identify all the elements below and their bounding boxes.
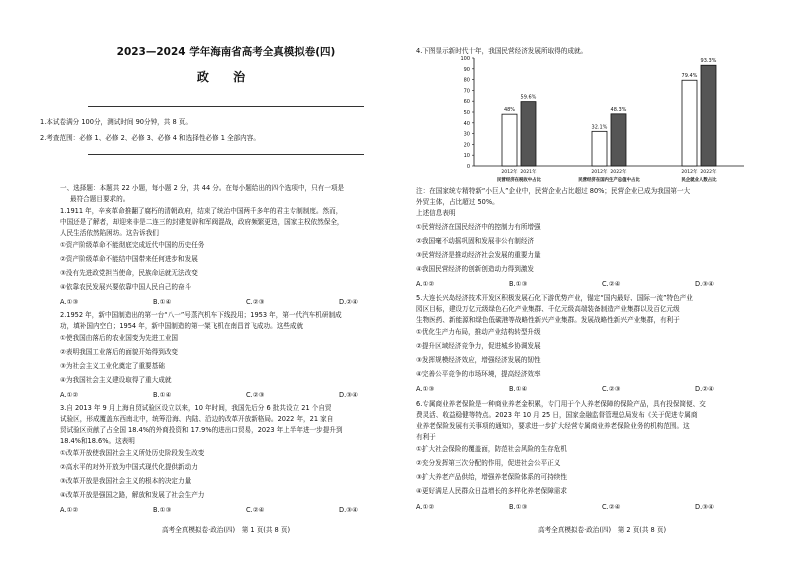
q6-stem: 6.专属商业养老保险是一种商业养老金积累，专门用于个人养老保障的保险产品，具有投保简便、交: [416, 400, 706, 408]
note-line: 1.本试卷满分 100分，测试时间 90分钟，共 8 页。: [40, 118, 192, 126]
option-d[interactable]: D.③④: [695, 503, 714, 511]
q3-item: ②高水平的对外开放为中国式现代化提供新动力: [60, 463, 198, 471]
q6-item: ④更好满足人民群众日益增长的多样化养老保障需求: [416, 487, 567, 495]
divider: [88, 106, 364, 107]
option-a[interactable]: A.①②: [416, 503, 435, 511]
q3-item: ③改革开放是我国社会主义的根本的决定力量: [60, 477, 192, 485]
option-c[interactable]: C.②③: [246, 391, 265, 399]
x-tick-label: 2021年: [520, 170, 537, 175]
x-tick-label: 2012年: [591, 170, 608, 175]
q1-options: [60, 297, 358, 308]
divider: [88, 154, 364, 155]
q3-item: ①改革开放使我国社会主义所处历史阶段发生改变: [60, 449, 205, 457]
q1-item: ②资产阶级革命不能结中国带来任何进步和发展: [60, 255, 198, 263]
q3-options: [60, 505, 358, 516]
option-a[interactable]: A.①②: [60, 391, 79, 399]
y-tick-label: 10: [463, 153, 470, 160]
q4-item: ④我国民营经济的创新创造动力得到激发: [416, 265, 535, 273]
q4-intro: 4.下图显示新时代十年，我国民营经济发展所取得的成就。: [416, 47, 588, 55]
q6-options: [416, 502, 714, 513]
q2-options: [60, 390, 358, 401]
option-b[interactable]: B.①③: [153, 506, 172, 514]
q4-item: ③民营经济是推动经济社会发展的重要力量: [416, 251, 541, 259]
y-tick-label: 50: [463, 110, 470, 116]
chart-bar: [701, 65, 716, 166]
page-footer: 高考全真模拟卷·政治(四) 第 1 页(共 8 页): [161, 526, 291, 534]
section-intro: 一、选择题：本题共 22 小题，每小题 2 分，共 44 分。在每小题给出的四个选项中，只有一项是: [60, 184, 345, 192]
option-b[interactable]: B.①④: [153, 391, 172, 399]
option-b[interactable]: B.①④: [509, 385, 528, 393]
y-tick-label: 40: [463, 120, 470, 127]
bar-value-label: 32.1%: [591, 124, 608, 131]
q1-stem: 1.1911 年，辛亥革命推翻了腐朽的清朝政府，结束了统治中国两千多年的君主专制制度。然而，: [60, 207, 343, 215]
q5-stem: 5.大连长兴岛经济技术开发区积极发展石化下游优势产业，锚定“国内最好、国际一流”特色产业: [416, 294, 693, 302]
q3-stem: 试验区，形成覆盖东西南北中，统筹沿海、内陆、沿边的改革开放新格局。2022 年，21 家自: [60, 415, 334, 423]
q5-item: ①优化生产力布局，推动产业结构转型升级: [416, 328, 541, 336]
chart-bar: [502, 114, 517, 166]
q1-item: ①资产阶级革命不能彻底完成近代中国的历史任务: [60, 241, 205, 249]
q2-item: ②表明我国工业落后的面貌开始得到改变: [60, 348, 179, 356]
chart-bar: [611, 114, 626, 166]
q5-stem: 生物医药、新能源和绿色低碳港等战略性新兴产业集群。发展战略性新兴产业集群，有利于: [416, 316, 680, 324]
option-d[interactable]: D.②④: [339, 298, 358, 306]
option-b[interactable]: B.①③: [509, 280, 528, 288]
y-tick-label: 0: [466, 164, 470, 170]
q6-item: ②充分发挥第三次分配的作用，促进社会公平正义: [416, 459, 561, 467]
chart-bar: [592, 131, 607, 166]
chart-bar: [682, 80, 697, 166]
exam-title: 2023—2024 学年海南省高考全真模拟卷(四): [116, 46, 336, 58]
x-tick-label: 2022年: [610, 170, 627, 175]
q2-stem: 2.1952 年，新中国制造出的第一台“八一”号蒸汽机车下线投用；1953 年，第一代汽车机研制成: [60, 311, 342, 319]
option-c[interactable]: C.②④: [602, 280, 621, 288]
y-tick-label: 60: [463, 99, 470, 106]
y-tick-label: 100: [460, 56, 470, 62]
q3-item: ④改革开放是强国之路，解放和发展了社会生产力: [60, 491, 205, 499]
y-tick-label: 70: [463, 88, 470, 95]
q6-stem: 业养老保险发展有关事项的通知》，要求进一步扩大经营专属商业养老保险业务的机构范围。这: [416, 422, 690, 430]
section-intro: 最符合题目要求的。: [70, 195, 130, 203]
q5-options: [416, 384, 714, 395]
q2-item: ④为我国社会主义建设取得了重大成就: [60, 376, 172, 384]
page-footer: 高考全真模拟卷·政治(四) 第 2 页(共 8 页): [537, 526, 667, 534]
note-line: 2.考查范围：必修 1、必修 2、必修 3、必修 4 和选择性必修 1 全部内容。: [40, 134, 260, 142]
q4-options: [416, 279, 714, 290]
x-tick-label: 2022年: [700, 170, 717, 175]
option-d[interactable]: D.③④: [695, 280, 714, 288]
page-2: [416, 0, 788, 561]
q5-stem: 园区目标，建设万亿元级绿色石化产业集群、千亿元级高端装备制造产业集群以及百亿元级: [416, 305, 680, 313]
q2-stem: 功，填补国内空白；1954 年，新中国制造的第一架飞机在南昌首飞成功。这些成就: [60, 322, 304, 330]
q6-item: ①扩大社会保险的覆盖面，防范社会风险的生存危机: [416, 445, 567, 453]
q1-item: ④依靠农民发展兴要依靠中国人民自己的奋斗: [60, 283, 192, 291]
q1-item: ③没有先进政党担当使命，民族命运就无法改变: [60, 269, 198, 277]
bar-value-label: 59.6%: [520, 94, 537, 101]
option-c[interactable]: C.②④: [246, 506, 265, 514]
group-caption: 民营经济在税收中占比: [497, 178, 541, 183]
q2-item: ①使我国由落后的农业国变为先进工业国: [60, 334, 179, 342]
achievement-bar-chart: [454, 56, 764, 186]
option-d[interactable]: D.③④: [339, 391, 358, 399]
y-tick-label: 30: [463, 131, 470, 138]
option-b[interactable]: B.①③: [509, 503, 528, 511]
y-tick-label: 90: [463, 66, 470, 73]
bar-value-label: 79.4%: [681, 73, 698, 80]
option-c[interactable]: C.②③: [602, 385, 621, 393]
option-a[interactable]: A.①③: [60, 298, 79, 306]
x-tick-label: 2012年: [501, 170, 518, 175]
bar-value-label: 48%: [503, 107, 516, 114]
chart-note: 外贸主体，占比超过 50%。: [416, 198, 499, 206]
q3-stem: 18.4%和18.6%。这表明: [60, 437, 135, 445]
q5-item: ③发挥规模经济效应，增强经济发展的韧性: [416, 356, 541, 364]
option-b[interactable]: B.①④: [153, 298, 172, 306]
chart-note: 注：在国家统专精特新“小巨人”企业中，民营企业占比超过 80%；民营企业已成为我国第一大: [416, 187, 691, 195]
option-a[interactable]: A.①③: [416, 385, 435, 393]
option-c[interactable]: C.②③: [246, 298, 265, 306]
bar-value-label: 48.3%: [610, 106, 627, 113]
subject-title: 政 治: [196, 70, 256, 84]
q6-stem: 有利于: [416, 433, 436, 441]
bar-value-label: 93.3%: [700, 58, 717, 65]
chart-bar: [521, 102, 536, 166]
option-c[interactable]: C.②④: [602, 503, 621, 511]
option-a[interactable]: A.①②: [416, 280, 435, 288]
option-d[interactable]: D.②④: [695, 385, 714, 393]
page-1: [40, 0, 412, 561]
q3-stem: 贸试验区贡献了占全国 18.4%的外商投资和 17.9%的进出口贸易，2023 年上半年进一步提升到: [60, 426, 343, 434]
x-tick-label: 2012年: [681, 170, 698, 175]
q2-item: ③为社会主义工业化奠定了重要基础: [60, 362, 165, 370]
chart-note: 上述信息表明: [416, 209, 456, 217]
q4-item: ②我国毫不动摇巩固和发展非公有制经济: [416, 237, 535, 245]
group-caption: 民企就业人数占比: [681, 178, 717, 183]
q6-stem: 费灵活、收益稳健等特点。2023 年 10 月 25 日，国家金融监督管理总局发布《关于促进专属商: [416, 411, 698, 419]
q1-stem: 中国还是了解者，却迎来非是二连三的封建复辟和军阀混战，政府频繁更迭，国家主权依然保全，: [60, 218, 344, 226]
q3-stem: 3.自 2013 年 9 月上海自贸试验区设立以来，10 年时间，我国先后分 6 批共设立 21 个自贸: [60, 404, 332, 412]
q1-stem: 人民生活依然陷困坊。这告诉我们: [60, 229, 159, 237]
q5-item: ④完善公平竞争的市场环境，提高经济效率: [416, 370, 541, 378]
group-caption: 民营经济在国内生产总值中占比: [578, 178, 640, 183]
q4-item: ①民营经济在国民经济中的控制力有所增强: [416, 223, 541, 231]
option-d[interactable]: D.③④: [339, 506, 358, 514]
y-tick-label: 80: [463, 77, 470, 84]
y-tick-label: 20: [463, 142, 470, 149]
q5-item: ②提升区域经济竞争力，促进城乡协调发展: [416, 342, 541, 350]
q6-item: ③扩大养老产品供给，增强养老保险体系的可持续性: [416, 473, 567, 481]
option-a[interactable]: A.①②: [60, 506, 79, 514]
